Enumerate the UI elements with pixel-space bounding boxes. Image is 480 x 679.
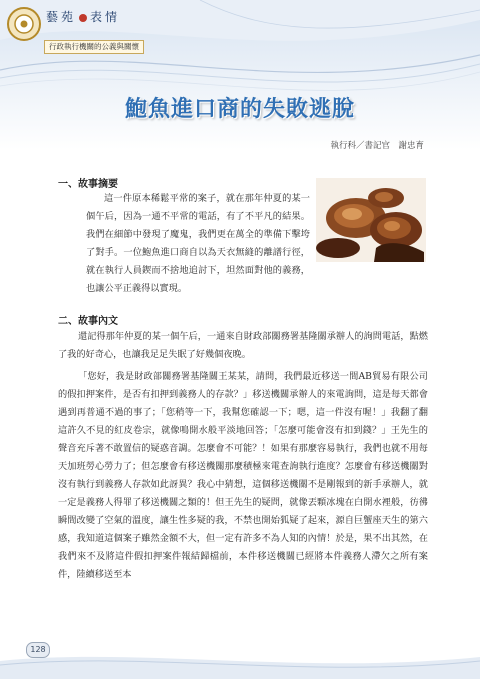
article-title: 鮑魚進口商的失敗逃脫 [124,97,355,122]
brand-title [46,8,120,25]
emblem-icon [6,6,42,42]
header-subtitle: 行政執行機關的公義與關懷 [44,40,144,54]
story-paragraph-1 [58,328,428,364]
summary-text: 這一件原本稀鬆平常的案子，就在那年仲夏的某一個午后，因為一通不平常的電話，有了不平凡的結果。我們在細節中發現了魔鬼，我們更在萬全的準備下擊垮了對手。一位鮑魚進口商自以為天衣無縫的離譜行徑，就在執行人員鍥而不捨地追討下，坦然面對他的義務，也讓公平正義得以實現。 [86,193,310,294]
story-text-1: 還記得那年仲夏的某一個午后，一通來自財政部關務署基隆關承辦人的詢問電話，點燃了我的好奇心，也讓我足足失眠了好幾個夜晚。 [58,331,428,360]
section-heading-summary: 一、故事摘要 [58,179,118,190]
brand-right: 表情 [90,10,121,24]
summary-paragraph [86,190,310,298]
abalone-photo [316,178,426,262]
page-number: 128 [26,642,50,658]
story-text-2: 「您好，我是財政部關務署基隆關王某某，請問，我們最近移送一間AB貿易有限公司的假扣押案件，是否有扣押到義務人的存款？」移送機關承辦人的來電詢問，這是每天都會遇到再普通不過的事了；「您稍等一下，我幫您確認一下；嗯，這一件沒有喔！」我翻了翻這許久不見的紅皮卷宗，就像鳴開水般平淡地回答；「怎麼可能會沒有扣到錢？」王先生的聲音充斥著不敢置信的疑惑音調。怎麼會不可能？！如果有那麼容易執行，我們也就不用每天加班勞心勞力了；但怎麼會有移送機關那麼積極來電查詢執行進度？怎麼會有移送機關對沒有執行到義務人存款如此訝異？我心中猜想，這個移送機關不是剛報到的新手承辦人，就一定是義務人得罪了移送機關之類的！但王先生的疑問，就像丟顆冰塊在白開水裡般，彷彿瞬間改變了空氣的溫度，讓生性多疑的我，不禁也開始狐疑了起來，源自巨蟹座天生的第六感，我知道這個案子雖然金額不大，但一定有許多不為人知的內情！於是，果不出其然，在我們來不及將這件假扣押案件報結歸檔前，本件移送機關已經將本件義務人滯欠之所有案件，陸續移送至本 [58,371,428,580]
brand-dot-icon [79,14,87,22]
author-line: 執行科／書記官 謝忠育 [330,141,424,151]
story-paragraph-2 [58,368,428,584]
brand-left: 藝苑 [46,10,77,24]
section-heading-story: 二、故事內文 [58,316,118,327]
footer-wave-background [0,639,480,679]
